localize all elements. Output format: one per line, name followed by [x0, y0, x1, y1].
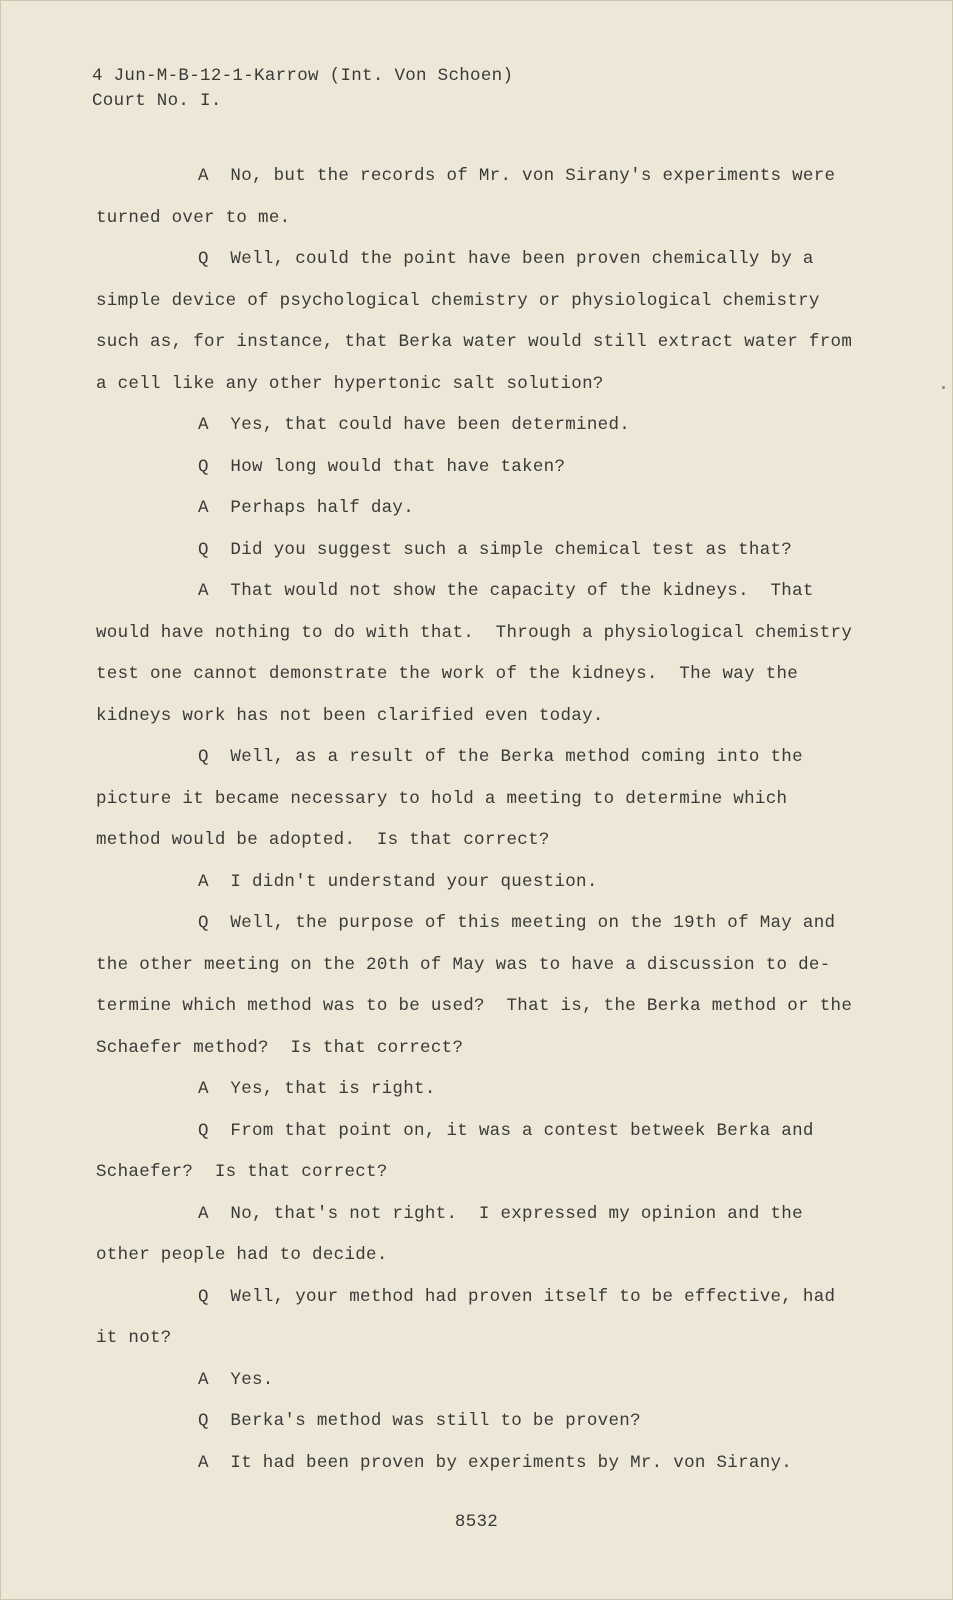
- header-court-line: Court No. I.: [92, 91, 222, 111]
- transcript-line: a cell like any other hypertonic salt solution?: [96, 374, 604, 394]
- transcript-line: A That would not show the capacity of the kidneys. That: [198, 581, 814, 601]
- transcript-line: turned over to me.: [96, 208, 291, 228]
- transcript-line: Q From that point on, it was a contest betweek Berka and: [198, 1121, 814, 1141]
- transcript-line: simple device of psychological chemistry or physiological chemistry: [96, 291, 820, 311]
- transcript-line: Schaefer method? Is that correct?: [96, 1038, 464, 1058]
- transcript-line: termine which method was to be used? That is, the Berka method or the: [96, 996, 853, 1016]
- margin-speck: [942, 386, 945, 389]
- transcript-line: Q How long would that have taken?: [198, 457, 566, 477]
- transcript-line: it not?: [96, 1328, 172, 1348]
- document-header: [92, 64, 513, 114]
- transcript-line: A I didn't understand your question.: [198, 872, 598, 892]
- transcript-line: Q Did you suggest such a simple chemical test as that?: [198, 540, 793, 560]
- transcript-line: A Yes, that could have been determined.: [198, 415, 631, 435]
- transcript-line: other people had to decide.: [96, 1245, 388, 1265]
- transcript-line: picture it became necessary to hold a meeting to determine which: [96, 789, 788, 809]
- transcript-line: Q Well, as a result of the Berka method coming into the: [198, 747, 803, 767]
- transcript-line: such as, for instance, that Berka water would still extract water from: [96, 332, 853, 352]
- transcript-line: A No, that's not right. I expressed my opinion and the: [198, 1204, 803, 1224]
- transcript-line: A Perhaps half day.: [198, 498, 415, 518]
- transcript-line: A No, but the records of Mr. von Sirany's experiments were: [198, 166, 836, 186]
- transcript-line: A Yes.: [198, 1370, 274, 1390]
- header-session-line: 4 Jun-M-B-12-1-Karrow (Int. Von Schoen): [92, 66, 514, 86]
- transcript-line: kidneys work has not been clarified even today.: [96, 706, 604, 726]
- transcript-line: Q Berka's method was still to be proven?: [198, 1411, 641, 1431]
- transcript-line: A Yes, that is right.: [198, 1079, 436, 1099]
- transcript-line: would have nothing to do with that. Through a physiological chemistry: [96, 623, 853, 643]
- transcript-line: Q Well, the purpose of this meeting on the 19th of May and: [198, 913, 836, 933]
- transcript-line: Q Well, could the point have been proven chemically by a: [198, 249, 814, 269]
- transcript-line: Schaefer? Is that correct?: [96, 1162, 388, 1182]
- transcript-line: test one cannot demonstrate the work of the kidneys. The way the: [96, 664, 799, 684]
- transcript-line: A It had been proven by experiments by Mr. von Sirany.: [198, 1453, 793, 1473]
- transcript-line: the other meeting on the 20th of May was to have a discussion to de-: [96, 955, 831, 975]
- transcript-line: Q Well, your method had proven itself to be effective, had: [198, 1287, 836, 1307]
- transcript-line: method would be adopted. Is that correct?: [96, 830, 550, 850]
- page-number: 8532: [454, 1512, 499, 1532]
